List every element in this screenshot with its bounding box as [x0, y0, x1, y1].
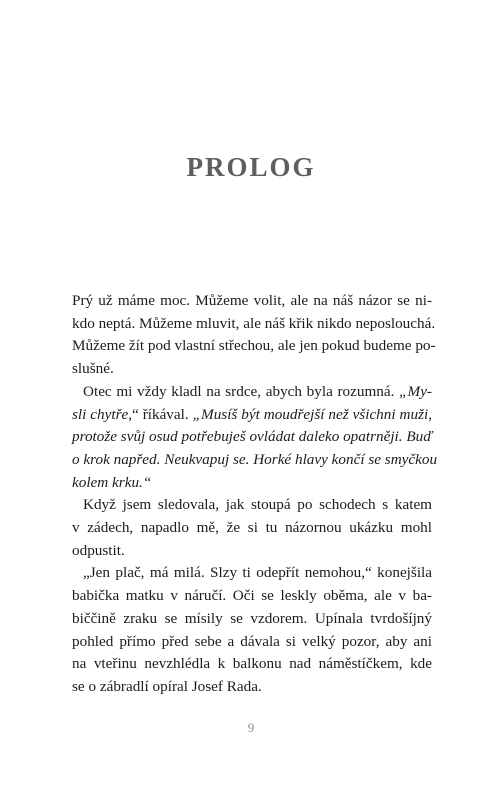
text-line — [72, 290, 432, 313]
text-line — [72, 381, 432, 404]
text-line — [72, 313, 436, 336]
text-line — [72, 494, 432, 517]
text-segment: Prý už máme moc. Můžeme volit, ale na náš názor se ni- — [72, 292, 432, 309]
text-line — [72, 676, 432, 699]
text-segment: odpustit. — [72, 541, 125, 559]
text-segment: babička matku v náručí. Oči se leskly oběma, ale v ba- — [72, 587, 432, 605]
paragraph — [72, 381, 438, 495]
text-segment: biččině zraku se mísily se vzdorem. Upínala tvrdošíjný — [72, 609, 432, 627]
text-segment: „Jen plač, má milá. Slzy ti odepřít nemohou,“ konejšila — [83, 564, 432, 582]
text-line — [72, 653, 432, 676]
text-segment: na vteřinu nevzhlédla k balkonu nad náměstíčkem, kde — [72, 655, 432, 673]
italic-text: „Musíš být moudřejší než všichni muži, — [192, 405, 433, 423]
text-line — [72, 517, 432, 540]
text-segment: ,“ říkával. — [128, 405, 193, 423]
text-line — [72, 358, 432, 381]
text-segment: Když jsem sledovala, jak stoupá po schodech s katem — [83, 496, 432, 514]
text-line — [72, 585, 432, 608]
italic-text: sli chytře — [72, 405, 129, 423]
text-line — [72, 631, 432, 654]
italic-text: protože svůj osud potřebuješ ovládat daleko opatrněji. Buď — [72, 428, 433, 446]
text-line — [72, 335, 436, 358]
italic-text: kolem krku.“ — [72, 473, 152, 491]
text-line — [72, 472, 432, 495]
text-segment: Otec mi vždy kladl na srdce, abych byla rozumná. — [83, 382, 400, 400]
text-line — [72, 562, 432, 585]
body-text — [72, 290, 438, 699]
text-segment: Můžeme žít pod vlastní střechou, ale jen pokud budeme po- — [72, 337, 436, 355]
paragraph — [72, 290, 436, 381]
text-line — [72, 426, 432, 449]
text-line — [72, 540, 432, 563]
paragraph — [72, 494, 432, 562]
text-line — [72, 608, 432, 631]
page-number: 9 — [247, 720, 255, 735]
text-line — [72, 449, 438, 472]
text-segment: pohled přímo před sebe a dávala si velký pozor, aby ani — [72, 632, 432, 650]
text-line — [72, 404, 432, 427]
text-segment: se o zábradlí opíral Josef Rada. — [72, 677, 262, 695]
italic-text: o krok napřed. Neukvapuj se. Horké hlavy končí se smyčkou — [72, 450, 438, 468]
text-segment: slušné. — [72, 360, 114, 378]
paragraph — [72, 562, 432, 698]
text-segment: kdo neptá. Můžeme mluvit, ale náš křik nikdo neposlouchá. — [72, 314, 436, 332]
text-segment: v zádech, napadlo mě, že si tu názornou ukázku mohl — [72, 519, 432, 537]
italic-text: „My- — [399, 382, 432, 400]
chapter-title: PROLOG — [186, 152, 316, 182]
